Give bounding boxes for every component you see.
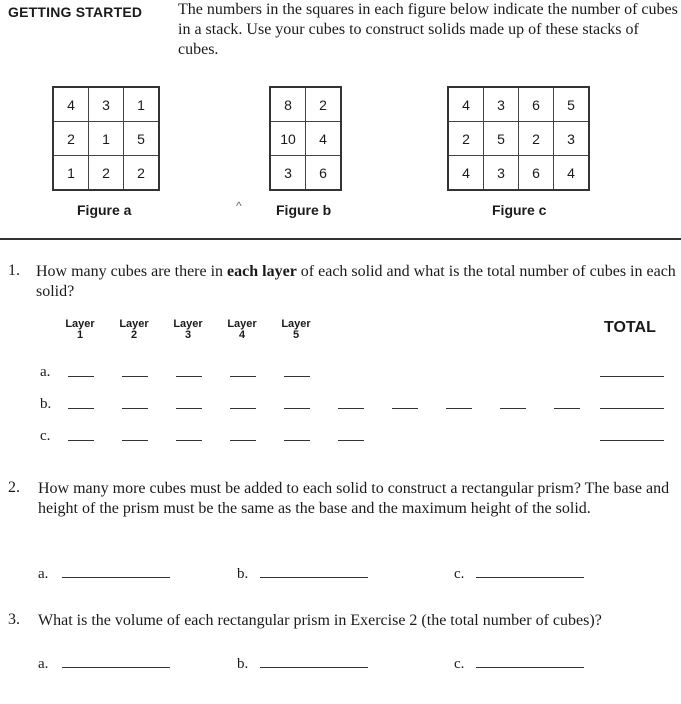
q1-layer-blank[interactable] xyxy=(284,376,310,377)
q1-layer-blank[interactable] xyxy=(122,376,148,377)
q1-row-c-label: c. xyxy=(40,428,51,444)
q1-layer-blank[interactable] xyxy=(500,408,526,409)
figure-b-row xyxy=(270,122,341,156)
q2-answer-c-blank[interactable] xyxy=(476,577,584,578)
figure-c-row xyxy=(448,156,589,191)
figure-a-cell: 2 xyxy=(53,122,89,156)
q1-total-blank[interactable] xyxy=(600,440,664,441)
q1-layer-blank[interactable] xyxy=(122,440,148,441)
q2-text: How many more cubes must be added to each solid to construct a rectangular prism? The base and height of the prism must be the same as the base and the maximum height of the solid. xyxy=(38,480,670,517)
figure-c-row xyxy=(448,122,589,156)
layer-header-5: Layer 5 xyxy=(281,318,311,341)
figure-b-grid xyxy=(269,86,342,191)
q3-answer-c-blank[interactable] xyxy=(476,667,584,668)
figure-a-row xyxy=(53,87,159,122)
figure-c-cell: 4 xyxy=(448,156,484,191)
figure-c-cell: 6 xyxy=(519,156,554,191)
q1-layer-blank[interactable] xyxy=(230,408,256,409)
figure-c-cell: 5 xyxy=(554,87,590,122)
q1-layer-blank[interactable] xyxy=(176,376,202,377)
q1-number: 1. xyxy=(8,262,20,279)
figure-a-cell: 1 xyxy=(89,122,124,156)
figure-b-label: Figure b xyxy=(276,202,332,218)
q3-answer-b-blank[interactable] xyxy=(260,667,368,668)
figure-a-cell: 1 xyxy=(124,87,160,122)
q1-text: How many cubes are there in each layer of each solid and what is the total number of cubes in each solid? xyxy=(36,263,676,300)
figure-a-grid xyxy=(52,86,160,191)
figure-b-cell: 10 xyxy=(270,122,306,156)
q3-text: What is the volume of each rectangular prism in Exercise 2 (the total number of cubes)? xyxy=(38,612,602,629)
q3-answer-b-label: b. xyxy=(237,656,249,672)
q3-answer-c-label: c. xyxy=(454,656,465,672)
figure-c-grid xyxy=(447,86,590,191)
section-divider xyxy=(0,238,681,240)
getting-started-heading: GETTING STARTED xyxy=(8,4,143,20)
q1-layer-blank[interactable] xyxy=(68,408,94,409)
figure-c-cell: 4 xyxy=(554,156,590,191)
figure-c-cell: 3 xyxy=(484,156,519,191)
figure-c-cell: 6 xyxy=(519,87,554,122)
q1-row-b-label: b. xyxy=(40,396,52,412)
figure-b-cell: 8 xyxy=(270,87,306,122)
q2-number: 2. xyxy=(8,479,20,496)
figure-b-cell: 2 xyxy=(306,87,342,122)
layer-header-4: Layer 4 xyxy=(227,318,257,341)
figure-c-label: Figure c xyxy=(492,202,547,218)
q3-answer-a-blank[interactable] xyxy=(62,667,170,668)
q1-row-a-label: a. xyxy=(40,364,51,380)
q1-layer-blank[interactable] xyxy=(230,440,256,441)
figure-a-cell: 3 xyxy=(89,87,124,122)
q1-layer-blank[interactable] xyxy=(284,440,310,441)
q1-layer-blank[interactable] xyxy=(338,408,364,409)
q2-answer-c-label: c. xyxy=(454,566,465,582)
q1-layer-blank[interactable] xyxy=(284,408,310,409)
q2-answer-a-label: a. xyxy=(38,566,49,582)
q1-total-blank[interactable] xyxy=(600,408,664,409)
figure-b-cell: 6 xyxy=(306,156,342,191)
figure-b-row xyxy=(270,87,341,122)
figure-a-cell: 1 xyxy=(53,156,89,191)
figure-a-cell: 4 xyxy=(53,87,89,122)
figure-c-cell: 3 xyxy=(554,122,590,156)
layer-header-3: Layer 3 xyxy=(173,318,203,341)
figure-c-cell: 2 xyxy=(519,122,554,156)
q1-layer-blank[interactable] xyxy=(338,440,364,441)
intro-text: The numbers in the squares in each figure below indicate the number of cubes in a stack. Use your cubes to construct solids made up of these stacks of cubes. xyxy=(178,1,678,58)
q3-number: 3. xyxy=(8,611,20,628)
figure-a-row xyxy=(53,122,159,156)
figure-a-cell: 2 xyxy=(124,156,160,191)
q1-layer-blank[interactable] xyxy=(68,440,94,441)
figure-a-cell: 5 xyxy=(124,122,160,156)
layer-header-1: Layer 1 xyxy=(65,318,95,341)
q1-layer-blank[interactable] xyxy=(122,408,148,409)
figure-c-cell: 3 xyxy=(484,87,519,122)
q1-bold-phrase: each layer xyxy=(227,263,297,280)
q1-layer-blank[interactable] xyxy=(554,408,580,409)
q2-answer-b-label: b. xyxy=(237,566,249,582)
q1-layer-blank[interactable] xyxy=(446,408,472,409)
layer-header-2: Layer 2 xyxy=(119,318,149,341)
figure-b-row xyxy=(270,156,341,191)
total-header: TOTAL xyxy=(604,319,656,336)
q1-layer-blank[interactable] xyxy=(230,376,256,377)
q2-answer-b-blank[interactable] xyxy=(260,577,368,578)
figure-c-cell: 2 xyxy=(448,122,484,156)
figure-b-cell: 3 xyxy=(270,156,306,191)
figure-c-cell: 4 xyxy=(448,87,484,122)
q1-layer-blank[interactable] xyxy=(68,376,94,377)
figure-a-label: Figure a xyxy=(77,202,132,218)
figure-a-row xyxy=(53,156,159,191)
q1-layer-blank[interactable] xyxy=(392,408,418,409)
figure-a-cell: 2 xyxy=(89,156,124,191)
figure-c-cell: 5 xyxy=(484,122,519,156)
q1-layer-blank[interactable] xyxy=(176,440,202,441)
q1-layer-blank[interactable] xyxy=(176,408,202,409)
figure-b-cell: 4 xyxy=(306,122,342,156)
q2-answer-a-blank[interactable] xyxy=(62,577,170,578)
q3-answer-a-label: a. xyxy=(38,656,49,672)
caret-mark: ^ xyxy=(236,199,242,213)
q1-total-blank[interactable] xyxy=(600,376,664,377)
figure-c-row xyxy=(448,87,589,122)
